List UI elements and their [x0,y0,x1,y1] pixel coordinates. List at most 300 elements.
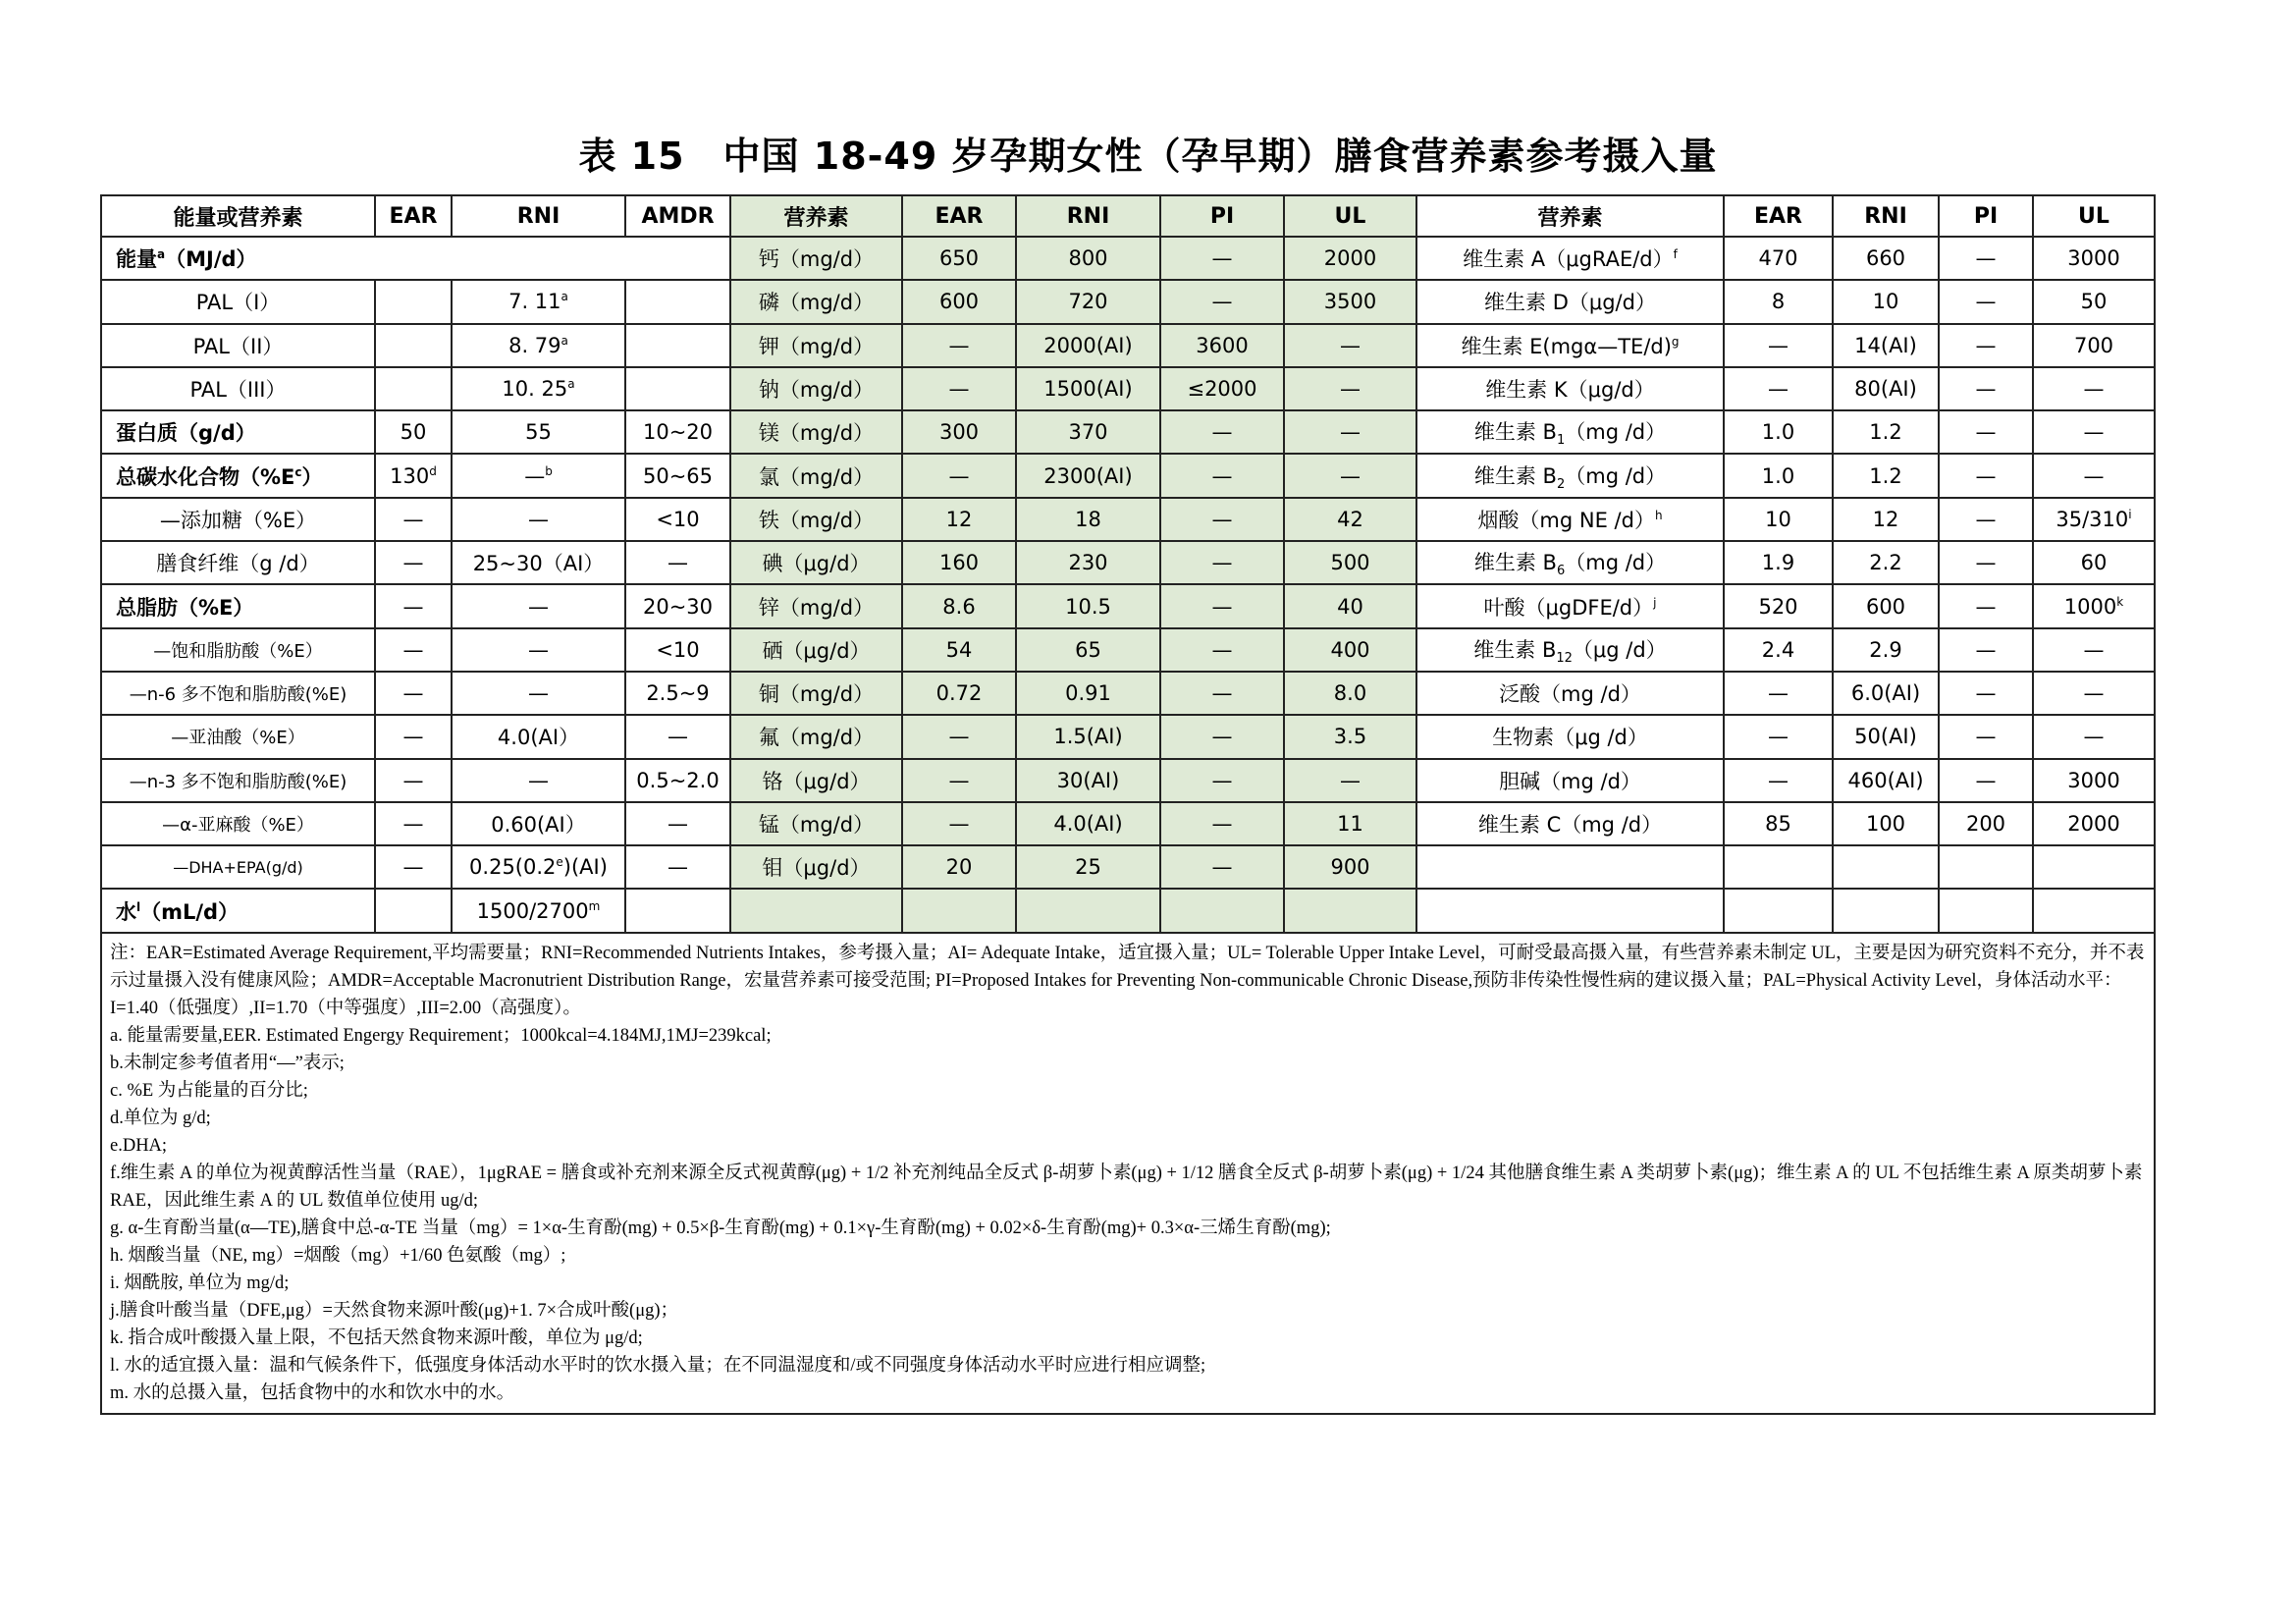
vitamin-name [1416,324,1724,367]
mineral-value: 1500(AI) [1016,367,1160,410]
vitamin-value: — [1724,324,1833,367]
vitamin-value: 6.0(AI) [1833,672,1939,715]
column-header: 能量或营养素 [101,195,375,237]
subscript: 2 [1556,476,1566,492]
mineral-value: — [1160,237,1284,280]
nutrient-name [101,628,375,672]
table-row [101,802,2155,845]
cell-text: —DHA+EPA(g/d) [173,857,303,877]
vitamin-name [1416,454,1724,497]
column-header: RNI [1833,195,1939,237]
cell-text: （mg /d） [1565,463,1667,488]
cell-text: 总脂肪（%E） [116,595,254,620]
footnote-line: g. α-生育酚当量(α—TE),膳食中总-α-TE 当量（mg）= 1×α-生育酚(mg) + 0.5×β-生育酚(mg) + 0.1×γ-生育酚(mg) + 0.02×δ-生育酚(mg)+ 0.3×α-三烯生育酚(mg); [110,1218,1331,1238]
vitamin-value: 200 [1939,802,2033,845]
cell-text: —亚油酸（%E） [171,728,305,749]
vitamin-value: 1.2 [1833,410,1939,454]
value-cell: — [375,628,452,672]
vitamin-value: — [1939,715,2033,758]
vitamin-value: 50(AI) [1833,715,1939,758]
subscript: 1 [1556,433,1566,449]
column-header: UL [2033,195,2155,237]
mineral-value: — [1284,454,1416,497]
mineral-value: 42 [1284,498,1416,541]
footnote-mark: e [556,855,563,870]
vitamin-value [2033,498,2155,541]
vitamin-value: — [1939,672,2033,715]
vitamin-value: — [1939,237,2033,280]
table-row [101,759,2155,802]
vitamin-value: 2.2 [1833,541,1939,584]
value-cell: — [375,541,452,584]
mineral-name: 铁（mg/d） [730,498,902,541]
vitamin-value [1724,845,1833,889]
table-row [101,454,2155,497]
footnote-line: b.未制定参考值者用“—”表示; [110,1053,345,1073]
vitamin-value: 1.2 [1833,454,1939,497]
cell-text: （mg /d） [1565,551,1667,575]
table-row [101,584,2155,627]
cell-text: ） [301,464,323,489]
mineral-value: — [1160,802,1284,845]
vitamin-value: — [1939,280,2033,323]
vitamin-value: 14(AI) [1833,324,1939,367]
vitamin-value: 520 [1724,584,1833,627]
mineral-value: — [902,715,1016,758]
footnote-line: e.DHA; [110,1135,168,1156]
nutrient-name [101,889,375,932]
nutrient-name [101,454,375,497]
value-cell: 0.5~2.0 [625,759,730,802]
cell-text: PAL（I） [195,291,281,315]
value-cell: — [452,498,625,541]
vitamin-value [1833,845,1939,889]
vitamin-value [1833,889,1939,932]
cell-text: 维生素 A（μgRAE/d） [1463,247,1674,272]
vitamin-value: — [2033,628,2155,672]
value-cell [452,280,625,323]
cell-text: —饱和脂肪酸（%E） [153,640,323,662]
cell-text: 总碳水化合物（%E [116,464,295,489]
footnote-line: j.膳食叶酸当量（DFE,μg）=天然食物来源叶酸(μg)+1. 7×合成叶酸(μg)； [110,1300,679,1321]
mineral-value: 500 [1284,541,1416,584]
nutrient-name [101,280,375,323]
table-header-row [101,195,2155,237]
value-cell [375,324,452,367]
cell-text: 维生素 B [1473,463,1557,488]
nutrient-name [101,498,375,541]
vitamin-value: 1.9 [1724,541,1833,584]
cell-text: — [524,463,546,488]
mineral-name: 镁（mg/d） [730,410,902,454]
vitamin-name: 维生素 D（μg/d） [1416,280,1724,323]
mineral-value: 25 [1016,845,1160,889]
footnote-mark: c [294,464,302,479]
column-header: EAR [375,195,452,237]
vitamin-value: — [1939,628,2033,672]
mineral-name: 磷（mg/d） [730,280,902,323]
vitamin-value: — [1724,367,1833,410]
cell-text: 膳食纤维（g /d） [156,552,320,576]
footnote-mark: d [429,463,437,478]
vitamin-value: — [1939,410,2033,454]
vitamin-name: 胆碱（mg /d） [1416,759,1724,802]
vitamin-value: 2.4 [1724,628,1833,672]
vitamin-name [1416,584,1724,627]
column-header: UL [1284,195,1416,237]
nutrient-name [101,715,375,758]
mineral-value: — [1160,280,1284,323]
nutrient-name [101,759,375,802]
cell-text: 0.25(0.2 [469,855,557,880]
mineral-value [1016,889,1160,932]
footnote-mark: i [2128,507,2132,521]
nutrient-reference-table [100,194,2156,1415]
vitamin-name [1416,410,1724,454]
vitamin-value: 80(AI) [1833,367,1939,410]
mineral-name: 氟（mg/d） [730,715,902,758]
vitamin-value [2033,584,2155,627]
table-row [101,628,2155,672]
value-cell: — [375,672,452,715]
mineral-value: 370 [1016,410,1160,454]
cell-text: )(AI) [562,855,608,880]
footnote-mark: a [561,333,568,348]
vitamin-value: 2000 [2033,802,2155,845]
vitamin-value: — [1939,324,2033,367]
vitamin-value: — [1724,759,1833,802]
mineral-value: 11 [1284,802,1416,845]
value-cell: — [625,715,730,758]
footnote-mark: f [1673,247,1678,262]
mineral-value: — [1160,454,1284,497]
footnote-line: f.维生素 A 的单位为视黄醇活性当量（RAE），1μgRAE = 膳食或补充剂来源全反式视黄醇(μg) + 1/2 补充剂纯品全反式 β-胡萝卜素(μg) + 1/12 膳食全反式 β-胡萝卜素(μg) + 1/24 其他膳食维生素 A 类胡萝卜素(μg)；维生素 A 的 UL 不包括维生素 A 原类胡萝卜素 RAE，因此维生素 A 的 UL 数值单位使用 ug/d; [110,1163,2143,1211]
mineral-value: 1.5(AI) [1016,715,1160,758]
column-header: PI [1160,195,1284,237]
mineral-value: 3600 [1160,324,1284,367]
table-row [101,280,2155,323]
value-cell: — [375,498,452,541]
cell-text: （μg /d） [1572,637,1667,662]
vitamin-name: 维生素 K（μg/d） [1416,367,1724,410]
mineral-name: 氯（mg/d） [730,454,902,497]
mineral-value [1284,889,1416,932]
value-cell [452,889,625,932]
mineral-value [902,889,1016,932]
vitamin-value: 3000 [2033,237,2155,280]
cell-text: （MJ/d） [165,247,257,272]
vitamin-value [1939,889,2033,932]
mineral-value: — [902,367,1016,410]
cell-text: 维生素 B [1473,551,1557,575]
cell-text: —添加糖（%E） [159,508,317,532]
mineral-value: 65 [1016,628,1160,672]
table-row [101,498,2155,541]
mineral-value: — [1284,324,1416,367]
mineral-value: 30(AI) [1016,759,1160,802]
mineral-name [730,889,902,932]
nutrient-name [101,802,375,845]
value-cell [625,367,730,410]
footnote-line: l. 水的适宜摄入量：温和气候条件下，低强度身体活动水平时的饮水摄入量；在不同温湿度和/或不同强度身体活动水平时应进行相应调整; [110,1355,1206,1376]
footnote-line: m. 水的总摄入量，包括食物中的水和饮水中的水。 [110,1382,515,1403]
mineral-name: 钾（mg/d） [730,324,902,367]
value-cell [452,845,625,889]
nutrient-name [101,324,375,367]
table-row [101,367,2155,410]
value-cell: — [375,845,452,889]
mineral-value: 20 [902,845,1016,889]
vitamin-value: — [2033,715,2155,758]
value-cell: 2.5~9 [625,672,730,715]
footnote-mark: a [157,247,166,262]
table-row [101,410,2155,454]
table-row [101,237,2155,280]
vitamin-value: — [2033,454,2155,497]
mineral-name: 钙（mg/d） [730,237,902,280]
cell-text: 130 [390,463,430,488]
vitamin-value: 660 [1833,237,1939,280]
footnote-mark: j [1653,595,1657,610]
cell-text: 蛋白质（g/d） [116,421,256,446]
mineral-value: 900 [1284,845,1416,889]
cell-text: （mL/d） [140,899,240,924]
value-cell: 50 [375,410,452,454]
column-header: EAR [1724,195,1833,237]
mineral-value: — [1160,715,1284,758]
footnote-line: c. %E 为占能量的百分比; [110,1080,308,1101]
mineral-value: 12 [902,498,1016,541]
value-cell: 20~30 [625,584,730,627]
mineral-name: 锰（mg/d） [730,802,902,845]
column-header: 营养素 [730,195,902,237]
value-cell [452,454,625,497]
nutrient-name [101,237,730,280]
vitamin-value: — [2033,410,2155,454]
value-cell: — [375,759,452,802]
footnote-line: 注：EAR=Estimated Average Requirement,平均需要量；RNI=Recommended Nutrients Intakes，参考摄入量；AI= Adequate Intake，适宜摄入量；UL= Tolerable Upper Intake Level，可耐受最高摄入量，有些营养素未制定 UL，主要是因为研究资料不充分，并不表示过量摄入没有健康风险；AMDR=Acceptable Macronutrient Distribution Range，宏量营养素可接受范围; PI=Proposed Intakes for Preventing Non-communicable Chronic Disease,预防非传染性慢性病的建议摄入量；PAL=Physical Activity Level，身体活动水平：I=1.40（低强度）,II=1.70（中等强度）,III=2.00（高强度）。 [110,943,2145,1018]
mineral-value: — [1160,672,1284,715]
column-header: EAR [902,195,1016,237]
mineral-value: 2000 [1284,237,1416,280]
vitamin-value: — [1939,584,2033,627]
mineral-name: 钠（mg/d） [730,367,902,410]
vitamin-value: — [1939,367,2033,410]
value-cell [452,324,625,367]
column-header: 营养素 [1416,195,1724,237]
vitamin-value [1724,889,1833,932]
mineral-value: 720 [1016,280,1160,323]
mineral-value: 0.91 [1016,672,1160,715]
nutrient-name [101,845,375,889]
mineral-value: 18 [1016,498,1160,541]
table-row [101,541,2155,584]
mineral-value: — [902,454,1016,497]
cell-text: —n-3 多不饱和脂肪酸(%E) [129,771,347,792]
cell-text: 1500/2700 [476,898,589,923]
cell-text: 能量 [116,247,157,272]
mineral-name: 钼（μg/d） [730,845,902,889]
subscript: 12 [1556,650,1573,666]
footnote-mark: a [561,290,568,304]
footnote-mark: m [588,898,601,913]
footnote-line: h. 烟酸当量（NE, mg）=烟酸（mg）+1/60 色氨酸（mg）; [110,1245,566,1266]
cell-text: PAL（III） [189,378,287,403]
vitamin-name [1416,845,1724,889]
vitamin-value: — [1939,498,2033,541]
footnote-mark: g [1671,334,1680,349]
cell-text: 水 [116,899,136,924]
footnote-mark: b [545,463,553,478]
cell-text: 烟酸（mg NE /d） [1477,508,1655,532]
value-cell: 25~30（AI） [452,541,625,584]
mineral-name: 硒（μg/d） [730,628,902,672]
footnote-line: a. 能量需要量,EER. Estimated Engergy Requirement；1000kcal=4.184MJ,1MJ=239kcal; [110,1025,772,1046]
value-cell: — [625,802,730,845]
cell-text: 8. 79 [508,333,561,357]
vitamin-name [1416,237,1724,280]
mineral-name: 碘（μg/d） [730,541,902,584]
value-cell: — [375,715,452,758]
mineral-value: 230 [1016,541,1160,584]
vitamin-value: 10 [1833,280,1939,323]
vitamin-value [1939,845,2033,889]
value-cell: — [375,584,452,627]
vitamin-value: — [2033,367,2155,410]
vitamin-name [1416,628,1724,672]
cell-text: 10. 25 [502,377,568,402]
mineral-value: — [902,324,1016,367]
mineral-value: — [1160,628,1284,672]
footnote-mark: h [1654,508,1663,522]
table-row [101,672,2155,715]
value-cell [375,889,452,932]
cell-text: 维生素 E(mgα—TE/d) [1461,334,1672,358]
vitamin-value: 60 [2033,541,2155,584]
cell-text: 7. 11 [508,290,561,314]
subscript: 6 [1556,564,1566,579]
vitamin-value: 50 [2033,280,2155,323]
column-header: RNI [1016,195,1160,237]
mineral-value: — [902,802,1016,845]
vitamin-value: — [1939,759,2033,802]
page-title: 表 15 中国 18-49 岁孕期女性（孕早期）膳食营养素参考摄入量 [578,135,1718,178]
value-cell [375,367,452,410]
footnote-line: d.单位为 g/d; [110,1108,211,1128]
value-cell: 10~20 [625,410,730,454]
table-row [101,324,2155,367]
value-cell: — [625,845,730,889]
mineral-name: 铬（μg/d） [730,759,902,802]
mineral-value: 8.6 [902,584,1016,627]
vitamin-value: — [1939,454,2033,497]
mineral-value: ≤2000 [1160,367,1284,410]
vitamin-value: 700 [2033,324,2155,367]
mineral-value: — [1160,845,1284,889]
mineral-value: — [1160,759,1284,802]
mineral-value: — [1284,367,1416,410]
value-cell: 4.0(AI） [452,715,625,758]
table-row [101,715,2155,758]
mineral-value: — [1160,498,1284,541]
cell-text: 1000 [2063,594,2117,619]
vitamin-value [2033,845,2155,889]
mineral-value: 400 [1284,628,1416,672]
value-cell: <10 [625,628,730,672]
notes-row [101,933,2155,1414]
vitamin-value: 470 [1724,237,1833,280]
vitamin-value: 1.0 [1724,454,1833,497]
value-cell [625,280,730,323]
vitamin-value: 8 [1724,280,1833,323]
value-cell: — [452,584,625,627]
mineral-value: 650 [902,237,1016,280]
value-cell [375,454,452,497]
vitamin-value: 3000 [2033,759,2155,802]
mineral-name: 锌（mg/d） [730,584,902,627]
nutrient-name [101,584,375,627]
vitamin-value: 2.9 [1833,628,1939,672]
table-row [101,889,2155,932]
vitamin-value: — [1939,541,2033,584]
mineral-value: 800 [1016,237,1160,280]
vitamin-name: 生物素（μg /d） [1416,715,1724,758]
mineral-value: — [1160,541,1284,584]
vitamin-value: 85 [1724,802,1833,845]
column-header: AMDR [625,195,730,237]
mineral-value: — [1160,410,1284,454]
footnote-line: i. 烟酰胺, 单位为 mg/d; [110,1272,290,1293]
value-cell: 0.60(AI） [452,802,625,845]
cell-text: —α-亚麻酸（%E） [162,815,314,836]
nutrient-name [101,367,375,410]
footnotes [101,933,2155,1414]
mineral-value: 2300(AI) [1016,454,1160,497]
cell-text: 维生素 B [1473,420,1557,445]
value-cell [452,367,625,410]
mineral-value [1160,889,1284,932]
value-cell: — [452,759,625,802]
value-cell [625,889,730,932]
vitamin-value: — [1724,672,1833,715]
cell-text: —n-6 多不饱和脂肪酸(%E) [129,684,347,706]
mineral-value: — [1284,759,1416,802]
mineral-value: — [1160,584,1284,627]
mineral-value: 10.5 [1016,584,1160,627]
footnote-mark: k [2116,594,2124,609]
value-cell: <10 [625,498,730,541]
cell-text: （mg /d） [1565,420,1667,445]
vitamin-name [1416,498,1724,541]
mineral-value: 300 [902,410,1016,454]
mineral-name: 铜（mg/d） [730,672,902,715]
vitamin-name [1416,889,1724,932]
mineral-value: 54 [902,628,1016,672]
vitamin-value: 10 [1724,498,1833,541]
mineral-value: 160 [902,541,1016,584]
value-cell: 50~65 [625,454,730,497]
column-header: PI [1939,195,2033,237]
mineral-value: 600 [902,280,1016,323]
mineral-value: 8.0 [1284,672,1416,715]
mineral-value: 3500 [1284,280,1416,323]
vitamin-value: — [2033,672,2155,715]
mineral-value: — [902,759,1016,802]
cell-text: PAL（II） [192,334,284,358]
table-row [101,845,2155,889]
value-cell: — [452,672,625,715]
nutrient-name [101,541,375,584]
